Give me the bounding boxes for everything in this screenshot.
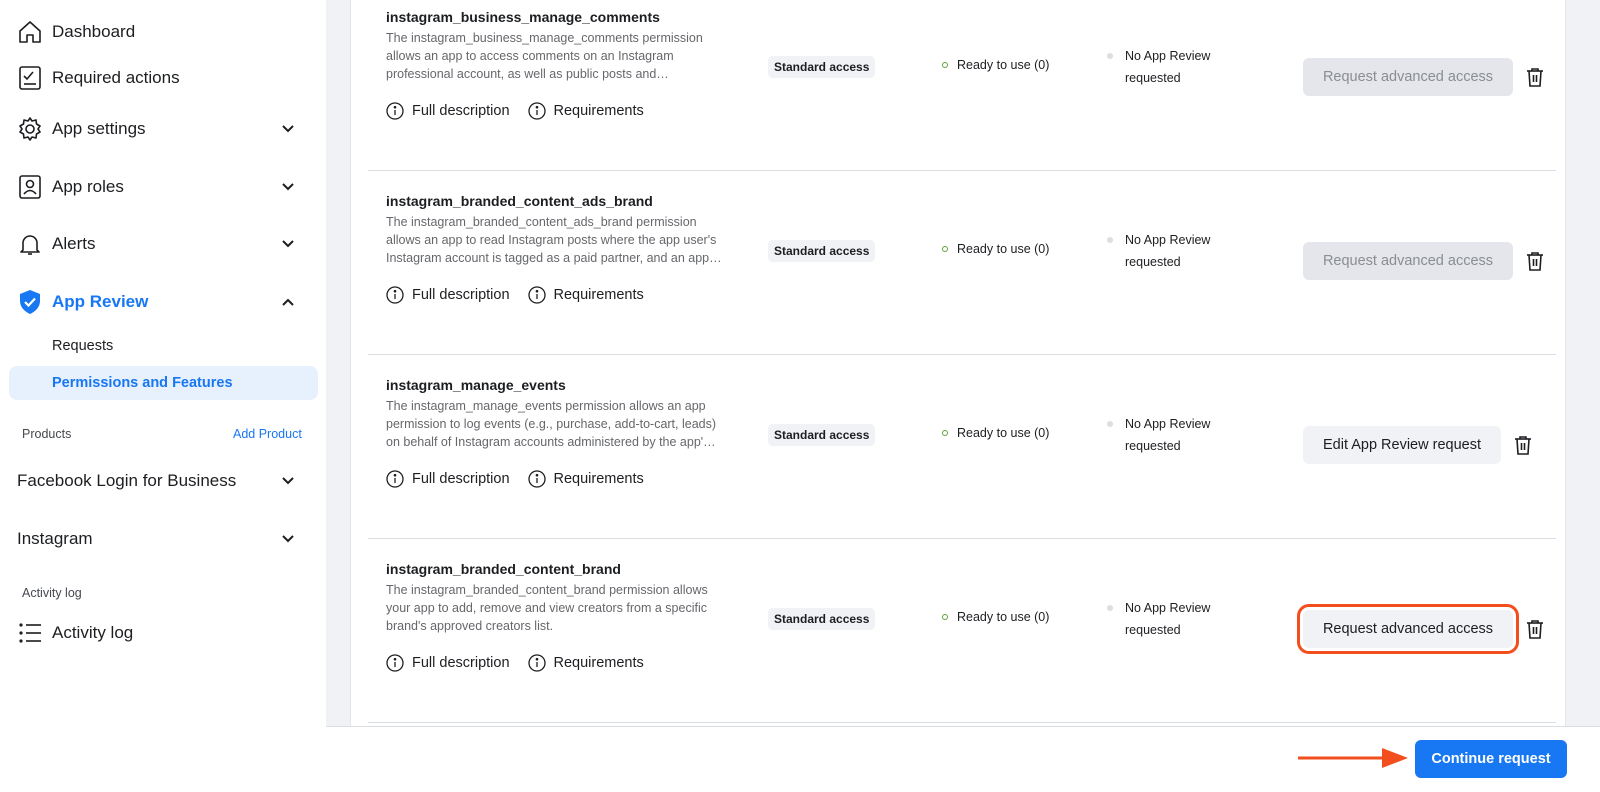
full-description-label: Full description — [412, 471, 510, 487]
checklist-icon — [17, 65, 43, 91]
request-advanced-access-button[interactable]: Request advanced access — [1303, 242, 1513, 280]
permission-description: The instagram_manage_events permission allows an app permission to log events (e.g., purchase, add-to-cart, leads) on behalf of Instagram accounts administered by the app'… — [386, 399, 717, 449]
info-icon — [386, 286, 404, 304]
review-dot — [1107, 237, 1113, 243]
review-status — [1107, 229, 1235, 273]
permission-row — [368, 539, 1556, 723]
info-icon — [386, 654, 404, 672]
status-dot — [942, 430, 948, 436]
shield-check-icon — [17, 289, 43, 315]
nav-activity-log[interactable] — [0, 611, 326, 655]
requirements-link[interactable] — [528, 654, 644, 672]
nav-app-settings[interactable] — [0, 107, 326, 151]
requirements-label: Requirements — [553, 655, 644, 671]
status-dot — [942, 614, 948, 620]
add-product-link[interactable]: Add Product — [233, 427, 302, 441]
gear-icon — [17, 116, 43, 142]
access-level-badge: Standard access — [768, 240, 875, 262]
permission-row — [368, 171, 1556, 355]
permission-row — [368, 355, 1556, 539]
products-section-label: Products — [22, 427, 72, 441]
requirements-link[interactable] — [528, 470, 644, 488]
info-icon — [528, 102, 546, 120]
nav-alerts-label: Alerts — [52, 234, 96, 253]
chevron-down-icon[interactable] — [280, 473, 296, 489]
permission-name: instagram_business_manage_comments — [386, 9, 660, 25]
info-icon — [386, 102, 404, 120]
nav-facebook-login[interactable] — [0, 459, 326, 503]
review-status-text: No App Review requested — [1125, 49, 1211, 85]
nav-app-review-label: App Review — [52, 292, 149, 311]
permission-name: instagram_branded_content_ads_brand — [386, 193, 653, 209]
chevron-down-icon[interactable] — [280, 121, 296, 137]
trash-icon[interactable] — [1526, 619, 1544, 639]
request-advanced-access-button[interactable]: Request advanced access — [1303, 58, 1513, 96]
list-icon — [17, 620, 43, 646]
nav-dashboard[interactable] — [0, 10, 326, 54]
activity-log-section-label: Activity log — [22, 586, 82, 600]
permission-row — [368, 0, 1556, 171]
status-text: Ready to use (0) — [957, 242, 1050, 256]
trash-icon[interactable] — [1514, 435, 1532, 455]
nav-dashboard-label: Dashboard — [52, 22, 136, 41]
permission-description: The instagram_branded_content_brand permission allows your app to add, remove and view creators from a specific brand's approved creators list. — [386, 583, 708, 633]
status-dot — [942, 62, 948, 68]
full-description-link[interactable] — [386, 654, 510, 672]
permission-description: The instagram_business_manage_comments permission allows an app to access comments on an Instagram professional account, as well as public posts and… — [386, 31, 703, 81]
chevron-down-icon[interactable] — [280, 179, 296, 195]
nav-permissions-features[interactable] — [9, 366, 318, 400]
review-status — [1107, 45, 1235, 89]
nav-app-roles-label: App roles — [52, 177, 124, 196]
chevron-down-icon[interactable] — [280, 531, 296, 547]
review-dot — [1107, 421, 1113, 427]
trash-icon[interactable] — [1526, 67, 1544, 87]
full-description-link[interactable] — [386, 470, 510, 488]
review-dot — [1107, 53, 1113, 59]
status-text: Ready to use (0) — [957, 58, 1050, 72]
full-description-link[interactable] — [386, 102, 510, 120]
review-dot — [1107, 605, 1113, 611]
permission-name: instagram_manage_events — [386, 377, 566, 393]
access-level-badge: Standard access — [768, 424, 875, 446]
nav-activity-log-label: Activity log — [52, 623, 134, 642]
access-level-badge: Standard access — [768, 608, 875, 630]
nav-requests[interactable] — [9, 329, 318, 363]
home-icon — [17, 19, 43, 45]
access-level-badge: Standard access — [768, 56, 875, 78]
nav-app-review[interactable] — [0, 280, 326, 324]
status-indicator — [942, 426, 1049, 440]
nav-facebook-login-label: Facebook Login for Business — [17, 471, 237, 490]
bell-icon — [17, 231, 43, 257]
review-status — [1107, 597, 1235, 641]
footer-bar — [326, 726, 1600, 792]
permission-name: instagram_branded_content_brand — [386, 561, 621, 577]
review-status-text: No App Review requested — [1125, 417, 1211, 453]
nav-permissions-features-label: Permissions and Features — [52, 375, 233, 391]
id-badge-icon — [17, 174, 43, 200]
full-description-label: Full description — [412, 655, 510, 671]
requirements-label: Requirements — [553, 103, 644, 119]
sidebar — [0, 0, 326, 792]
status-indicator — [942, 242, 1049, 256]
nav-app-settings-label: App settings — [52, 119, 146, 138]
requirements-label: Requirements — [553, 471, 644, 487]
arrow-right-icon — [1298, 746, 1408, 770]
trash-icon[interactable] — [1526, 251, 1544, 271]
review-status-text: No App Review requested — [1125, 601, 1211, 637]
info-icon — [386, 470, 404, 488]
info-icon — [528, 470, 546, 488]
status-dot — [942, 246, 948, 252]
status-indicator — [942, 58, 1049, 72]
requirements-link[interactable] — [528, 286, 644, 304]
nav-instagram[interactable] — [0, 517, 326, 561]
full-description-link[interactable] — [386, 286, 510, 304]
chevron-up-icon[interactable] — [280, 294, 296, 310]
nav-alerts[interactable] — [0, 222, 326, 266]
request-advanced-access-button[interactable]: Request advanced access — [1303, 610, 1513, 648]
review-status — [1107, 413, 1235, 457]
status-text: Ready to use (0) — [957, 610, 1050, 624]
info-icon — [528, 654, 546, 672]
requirements-label: Requirements — [553, 287, 644, 303]
review-status-text: No App Review requested — [1125, 233, 1211, 269]
requirements-link[interactable] — [528, 102, 644, 120]
nav-app-roles[interactable] — [0, 165, 326, 209]
status-text: Ready to use (0) — [957, 426, 1050, 440]
nav-requests-label: Requests — [52, 338, 114, 354]
full-description-label: Full description — [412, 103, 510, 119]
nav-required-actions-label: Required actions — [52, 68, 180, 87]
full-description-label: Full description — [412, 287, 510, 303]
info-icon — [528, 286, 546, 304]
status-indicator — [942, 610, 1049, 624]
nav-required-actions[interactable] — [0, 56, 326, 100]
chevron-down-icon[interactable] — [280, 236, 296, 252]
permission-description: The instagram_branded_content_ads_brand permission allows an app to read Instagram posts where the app user's Instagram account is tagged as a paid partner, and an app… — [386, 215, 722, 265]
continue-request-button[interactable]: Continue request — [1415, 740, 1567, 778]
nav-instagram-label: Instagram — [17, 529, 93, 548]
edit-app-review-request-button[interactable]: Edit App Review request — [1303, 426, 1501, 464]
